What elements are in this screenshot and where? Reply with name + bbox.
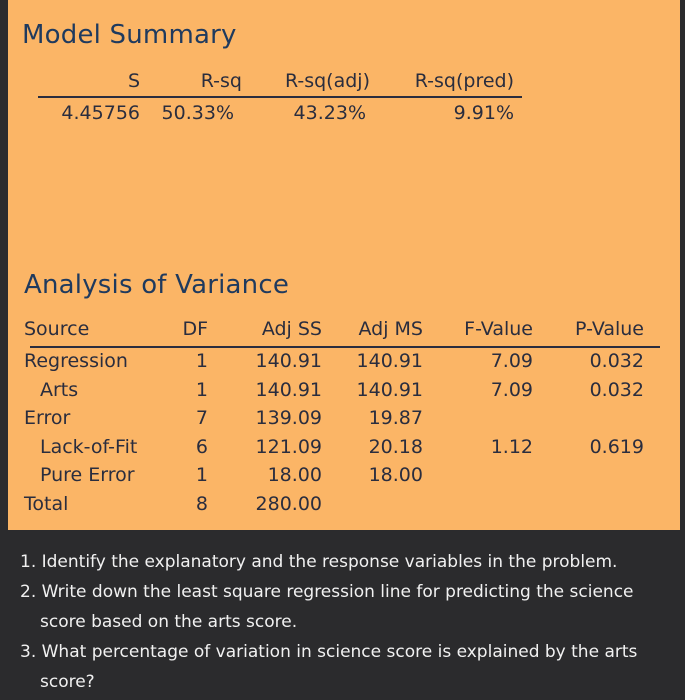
anova-cell-df: 6 <box>195 436 208 458</box>
question-3-line-2: score? <box>40 672 95 692</box>
anova-cell-source: Regression <box>24 350 128 372</box>
anova-header-df: DF <box>182 318 208 340</box>
anova-header-adj-ss: Adj SS <box>261 318 322 340</box>
question-3-line-1: 3. What percentage of variation in science score is explained by the arts <box>20 642 638 662</box>
anova-cell-adj-ss: 139.09 <box>255 407 322 429</box>
question-1: 1. Identify the explanatory and the response variables in the problem. <box>20 552 618 572</box>
anova-cell-adj-ms: 140.91 <box>356 350 423 372</box>
anova-cell-source: Arts <box>40 379 79 401</box>
anova-cell-df: 1 <box>195 350 208 372</box>
ms-header-rule <box>38 96 522 98</box>
anova-header-adj-ms: Adj MS <box>358 318 423 340</box>
anova-cell-f-value: 7.09 <box>490 379 533 401</box>
anova-cell-df: 8 <box>195 493 208 515</box>
anova-cell-adj-ms: 140.91 <box>356 379 423 401</box>
anova-cell-source: Pure Error <box>40 464 135 486</box>
output-panel <box>8 0 680 530</box>
ms-header-s: S <box>127 70 140 92</box>
ms-header-rsq: R-sq <box>200 70 242 92</box>
ms-value-s: 4.45756 <box>61 102 140 124</box>
anova-cell-adj-ss: 140.91 <box>255 379 322 401</box>
anova-title: Analysis of Variance <box>24 270 290 300</box>
anova-header-f-value: F-Value <box>464 318 533 340</box>
ms-value-rsq: 50.33% <box>161 102 234 124</box>
anova-cell-source: Total <box>24 493 69 515</box>
model-summary-title: Model Summary <box>22 20 237 50</box>
ms-value-rsq-adj: 43.23% <box>293 102 366 124</box>
anova-cell-source: Lack-of-Fit <box>40 436 138 458</box>
anova-cell-f-value: 7.09 <box>490 350 533 372</box>
anova-header-source: Source <box>24 318 90 340</box>
question-2-line-2: score based on the arts score. <box>40 612 298 632</box>
anova-cell-adj-ss: 280.00 <box>255 493 322 515</box>
anova-cell-adj-ms: 20.18 <box>368 436 423 458</box>
ms-value-rsq-pred: 9.91% <box>453 102 514 124</box>
question-2-line-1: 2. Write down the least square regression line for predicting the science <box>20 582 634 602</box>
anova-cell-p-value: 0.619 <box>589 436 644 458</box>
anova-cell-df: 7 <box>195 407 208 429</box>
anova-header-rule <box>30 346 660 348</box>
anova-cell-df: 1 <box>195 379 208 401</box>
questions-section <box>0 530 685 700</box>
anova-header-p-value: P-Value <box>575 318 644 340</box>
anova-cell-source: Error <box>24 407 71 429</box>
anova-cell-f-value: 1.12 <box>490 436 533 458</box>
anova-cell-p-value: 0.032 <box>589 379 644 401</box>
anova-cell-adj-ss: 121.09 <box>255 436 322 458</box>
anova-cell-adj-ss: 140.91 <box>255 350 322 372</box>
anova-cell-adj-ss: 18.00 <box>267 464 322 486</box>
anova-cell-p-value: 0.032 <box>589 350 644 372</box>
ms-header-rsq-pred: R-sq(pred) <box>414 70 514 92</box>
anova-cell-adj-ms: 18.00 <box>368 464 423 486</box>
anova-cell-df: 1 <box>195 464 208 486</box>
anova-cell-adj-ms: 19.87 <box>368 407 423 429</box>
ms-header-rsq-adj: R-sq(adj) <box>284 70 370 92</box>
